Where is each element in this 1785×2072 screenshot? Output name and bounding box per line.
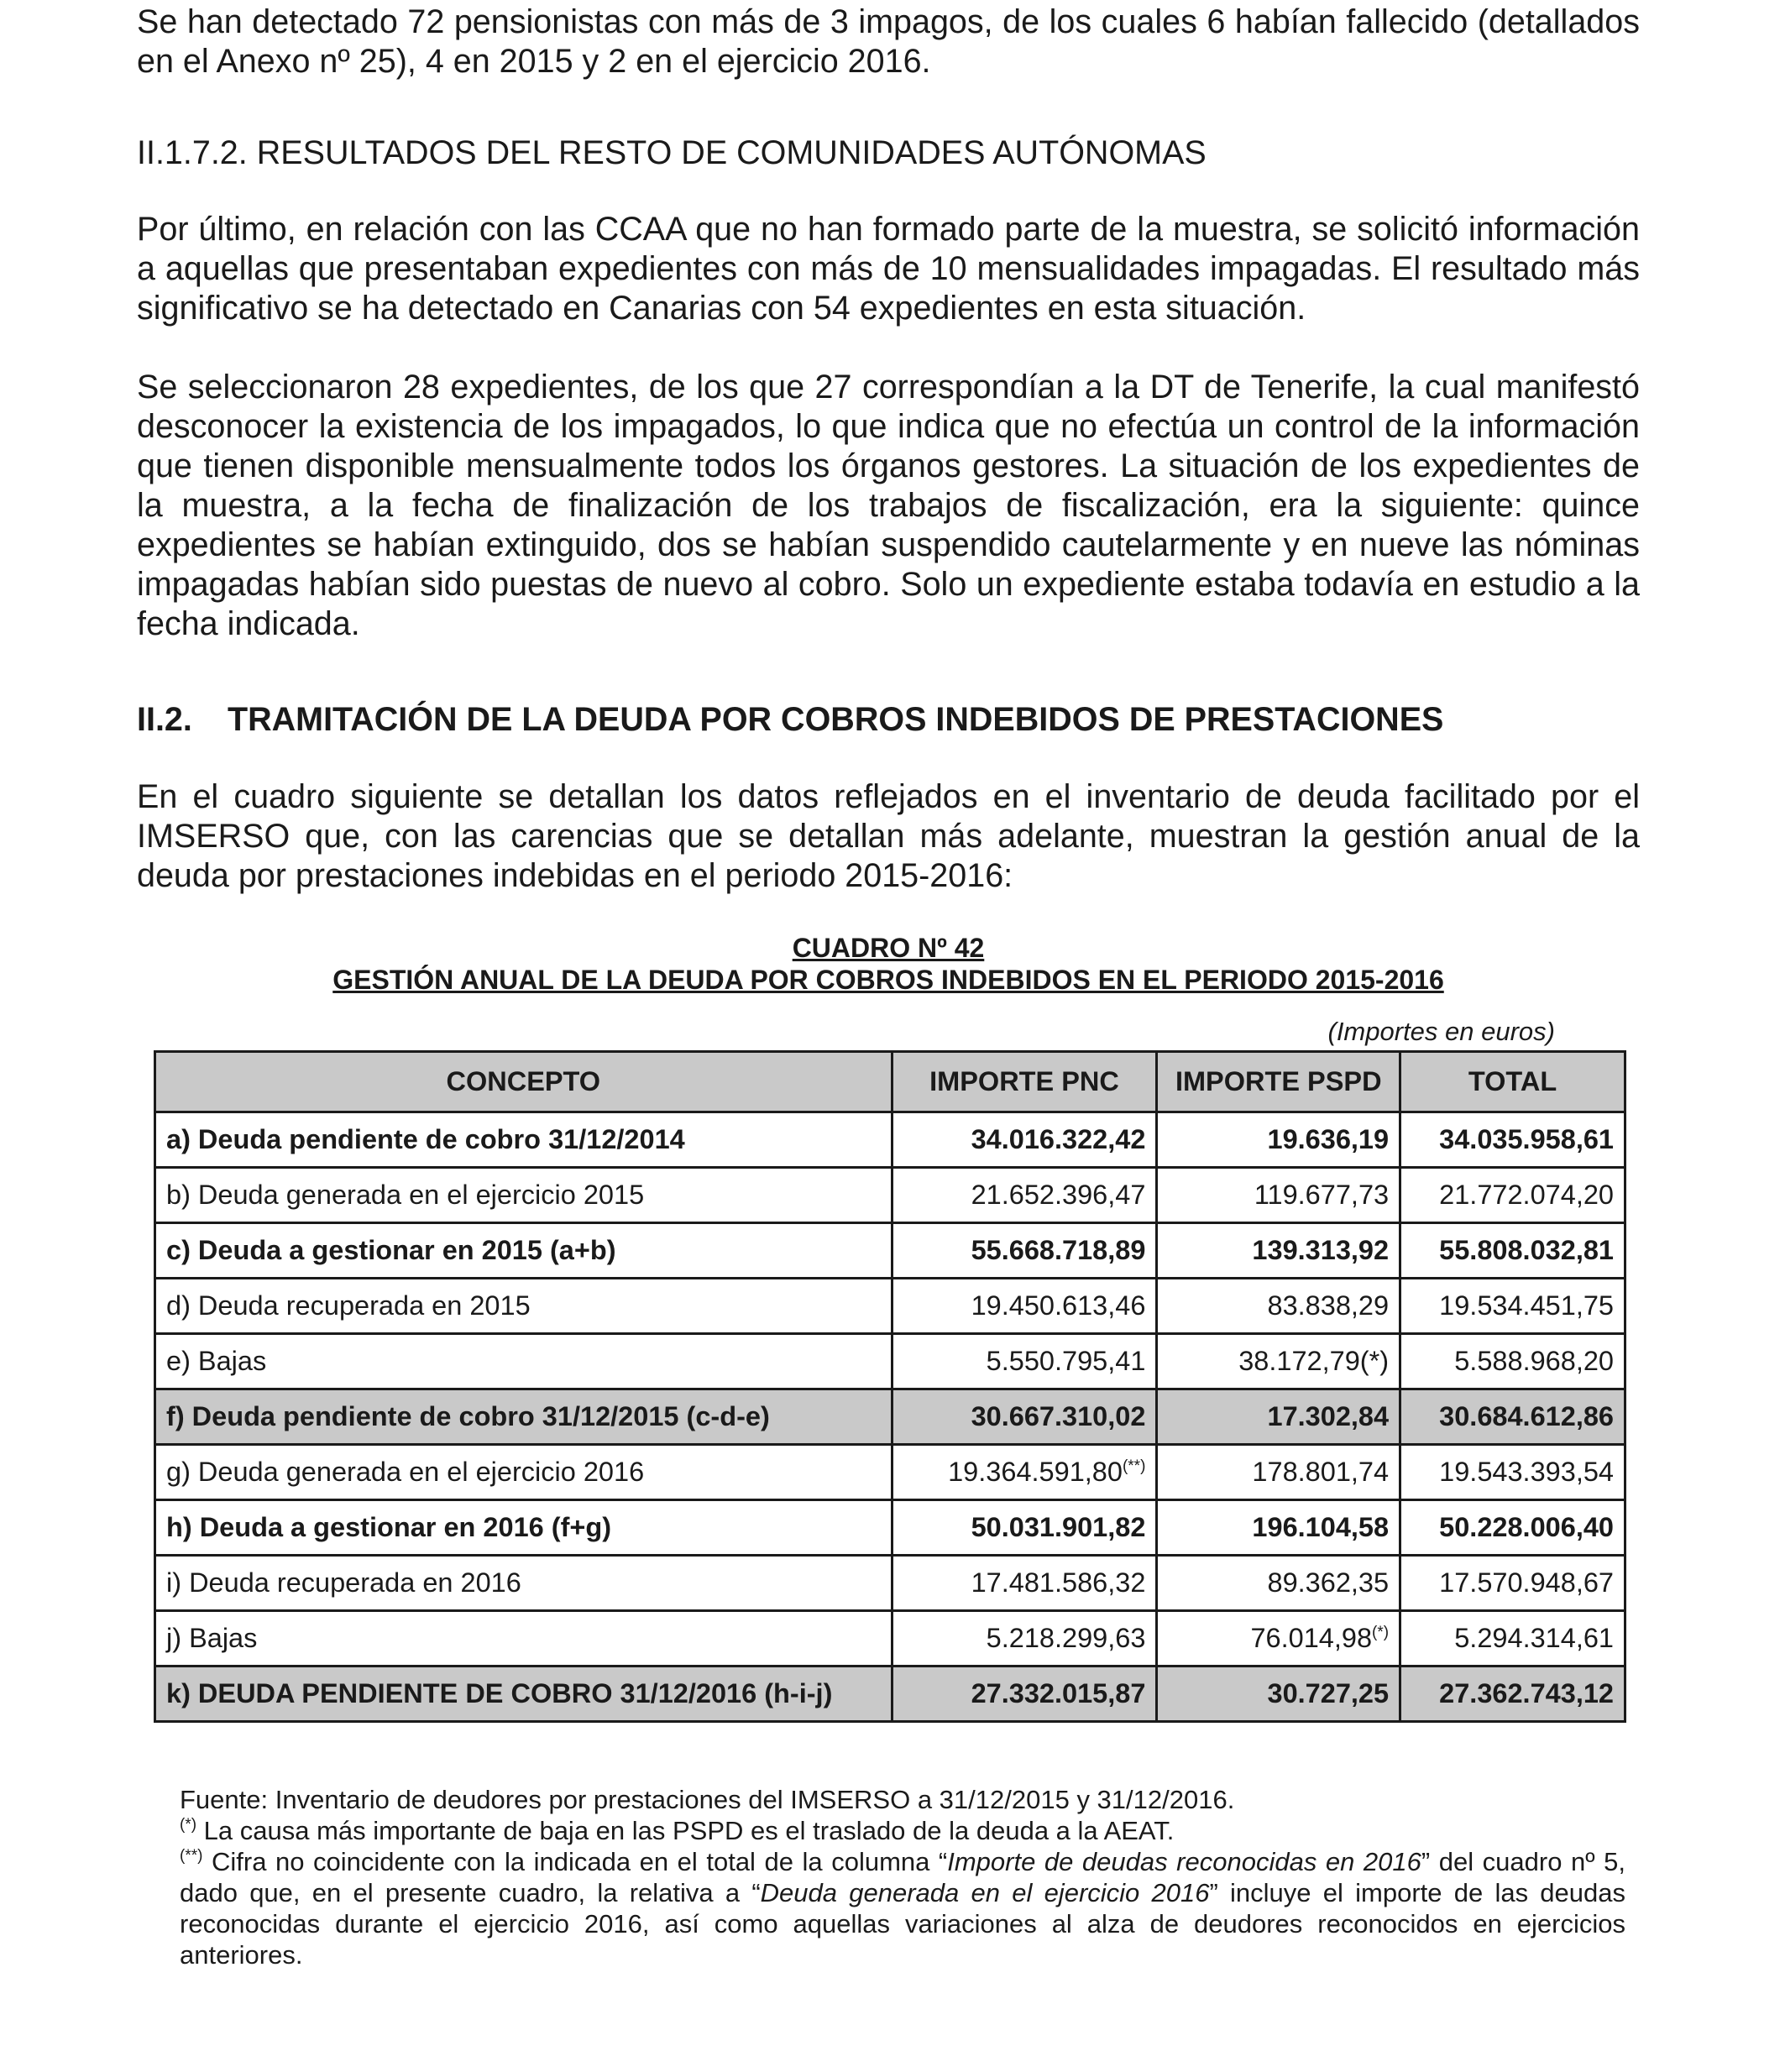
cell-pspd: 19.636,19 <box>1157 1112 1400 1168</box>
debt-table <box>154 1050 1626 1723</box>
footnote-2-text-b: ” del cuadro nº 5, dado que, en el presente cuadro, la relativa a “ <box>180 1847 1625 1907</box>
cell-pnc: 27.332.015,87 <box>892 1666 1157 1722</box>
header-concepto: CONCEPTO <box>155 1052 892 1112</box>
table-row <box>155 1611 1625 1666</box>
cell-pnc: 30.667.310,02 <box>892 1389 1157 1445</box>
cell-pspd: 89.362,35 <box>1157 1556 1400 1611</box>
paragraph-tenerife: Se seleccionaron 28 expedientes, de los que 27 correspondían a la DT de Tenerife, la cual manifestó desconocer la existencia de los impagados, lo que indica que no efectúa un control de la información que tienen disponible mensualmente todos los órganos gestores. La situación de los expedientes de la muestra, a la fecha de finalización de los trabajos de fiscalización, era la siguiente: quince expedientes se habían extinguido, dos se habían suspendido cautelarmente y en nueve las nóminas impagadas habían sido puestas de nuevo al cobro. Solo un expediente estaba todavía en estudio a la fecha indicada. <box>137 369 1640 642</box>
cell-concept: e) Bajas <box>155 1334 892 1389</box>
cell-concept: d) Deuda recuperada en 2015 <box>155 1279 892 1334</box>
footnote-2-italic-1: Importe de deudas reconocidas en 2016 <box>947 1847 1421 1876</box>
cell-total: 19.534.451,75 <box>1400 1279 1625 1334</box>
cell-concept: j) Bajas <box>155 1611 892 1666</box>
cell-concept: a) Deuda pendiente de cobro 31/12/2014 <box>155 1112 892 1168</box>
cell-concept: f) Deuda pendiente de cobro 31/12/2015 (c-d-e) <box>155 1389 892 1445</box>
footnote-marker: (**) <box>1122 1457 1146 1475</box>
cell-total: 5.588.968,20 <box>1400 1334 1625 1389</box>
cell-pnc <box>892 1445 1157 1500</box>
cell-pnc-value: 19.364.591,80 <box>948 1457 1123 1487</box>
table-notes <box>180 1784 1625 1970</box>
paragraph-ccaa: Por último, en relación con las CCAA que no han formado parte de la muestra, se solicitó información a aquellas que presentaban expedientes con más de 10 mensualidades impagadas. El resultado más significativo se ha detectado en Canarias con 54 expedientes en esta situación. <box>137 211 1640 327</box>
cell-total: 30.684.612,86 <box>1400 1389 1625 1445</box>
table-caption-title: GESTIÓN ANUAL DE LA DEUDA POR COBROS INDEBIDOS EN EL PERIODO 2015-2016 <box>332 965 1444 995</box>
cell-concept: c) Deuda a gestionar en 2015 (a+b) <box>155 1223 892 1279</box>
table-row <box>155 1112 1625 1168</box>
cell-pnc: 5.218.299,63 <box>892 1611 1157 1666</box>
cell-pspd: 30.727,25 <box>1157 1666 1400 1722</box>
cell-pspd: 139.313,92 <box>1157 1223 1400 1279</box>
cell-pnc: 50.031.901,82 <box>892 1500 1157 1556</box>
section-heading-deuda <box>137 700 1443 740</box>
table-row <box>155 1168 1625 1223</box>
cell-total: 19.543.393,54 <box>1400 1445 1625 1500</box>
footnote-1 <box>180 1815 1625 1846</box>
cell-pnc: 17.481.586,32 <box>892 1556 1157 1611</box>
cell-concept: i) Deuda recuperada en 2016 <box>155 1556 892 1611</box>
cell-concept: g) Deuda generada en el ejercicio 2016 <box>155 1445 892 1500</box>
table-header-row <box>155 1052 1625 1112</box>
cell-pnc: 19.450.613,46 <box>892 1279 1157 1334</box>
cell-pnc: 21.652.396,47 <box>892 1168 1157 1223</box>
footnote-2-marker: (**) <box>180 1847 203 1865</box>
paragraph-impagos: Se han detectado 72 pensionistas con más de 3 impagos, de los cuales 6 habían fallecido (detallados en el Anexo nº 25), 4 en 2015 y 2 en el ejercicio 2016. <box>137 3 1640 80</box>
cell-pspd: 38.172,79(*) <box>1157 1334 1400 1389</box>
cell-pspd: 83.838,29 <box>1157 1279 1400 1334</box>
footnote-2-text-a: Cifra no coincidente con la indicada en el total de la columna “ <box>202 1847 948 1876</box>
cell-concept: h) Deuda a gestionar en 2016 (f+g) <box>155 1500 892 1556</box>
cell-total: 34.035.958,61 <box>1400 1112 1625 1168</box>
cell-pspd: 119.677,73 <box>1157 1168 1400 1223</box>
cell-pspd: 17.302,84 <box>1157 1389 1400 1445</box>
table-row <box>155 1556 1625 1611</box>
footnote-2-text-c: ” incluye el importe de las deudas reconocidas durante el ejercicio 2016, así como aquellas variaciones al alza de deudores reconocidos en ejercicios anteriores. <box>180 1878 1626 1970</box>
cell-concept: b) Deuda generada en el ejercicio 2015 <box>155 1168 892 1223</box>
table-units-note: (Importes en euros) <box>1327 1017 1555 1046</box>
cell-pnc: 34.016.322,42 <box>892 1112 1157 1168</box>
cell-concept: k) DEUDA PENDIENTE DE COBRO 31/12/2016 (h-i-j) <box>155 1666 892 1722</box>
cell-pspd <box>1157 1611 1400 1666</box>
table-source: Fuente: Inventario de deudores por prestaciones del IMSERSO a 31/12/2015 y 31/12/2016. <box>180 1785 1235 1814</box>
cell-total: 27.362.743,12 <box>1400 1666 1625 1722</box>
heading-title: TRAMITACIÓN DE LA DEUDA POR COBROS INDEBIDOS DE PRESTACIONES <box>228 701 1444 738</box>
table-row <box>155 1389 1625 1445</box>
cell-pspd: 196.104,58 <box>1157 1500 1400 1556</box>
table-row <box>155 1445 1625 1500</box>
footnote-2 <box>180 1846 1625 1970</box>
table-row <box>155 1223 1625 1279</box>
paragraph-cuadro-intro: En el cuadro siguiente se detallan los datos reflejados en el inventario de deuda facilitado por el IMSERSO que, con las carencias que se detallan más adelante, muestran la gestión anual de la deuda por prestaciones indebidas en el periodo 2015-2016: <box>137 778 1640 894</box>
cell-total: 21.772.074,20 <box>1400 1168 1625 1223</box>
table-caption-number: CUADRO Nº 42 <box>792 933 985 963</box>
header-importe-pspd: IMPORTE PSPD <box>1157 1052 1400 1112</box>
table-row <box>155 1334 1625 1389</box>
cell-pnc: 55.668.718,89 <box>892 1223 1157 1279</box>
footnote-1-marker: (*) <box>180 1816 197 1834</box>
cell-pnc: 5.550.795,41 <box>892 1334 1157 1389</box>
header-importe-pnc: IMPORTE PNC <box>892 1052 1157 1112</box>
header-total: TOTAL <box>1400 1052 1625 1112</box>
cell-pspd: 178.801,74 <box>1157 1445 1400 1500</box>
cell-total: 55.808.032,81 <box>1400 1223 1625 1279</box>
cell-pspd-value: 76.014,98 <box>1250 1623 1373 1653</box>
footnote-1-text: La causa más importante de baja en las PSPD es el traslado de la deuda a la AEAT. <box>196 1816 1175 1845</box>
table-row <box>155 1279 1625 1334</box>
footnote-2-italic-2: Deuda generada en el ejercicio 2016 <box>760 1878 1210 1907</box>
table-row <box>155 1500 1625 1556</box>
cell-total: 17.570.948,67 <box>1400 1556 1625 1611</box>
table-row <box>155 1666 1625 1722</box>
cell-total: 5.294.314,61 <box>1400 1611 1625 1666</box>
heading-number: II.2. <box>137 701 192 738</box>
section-heading-ccaa: II.1.7.2. RESULTADOS DEL RESTO DE COMUNIDADES AUTÓNOMAS <box>137 134 1207 171</box>
footnote-marker: (*) <box>1372 1624 1390 1641</box>
cell-total: 50.228.006,40 <box>1400 1500 1625 1556</box>
